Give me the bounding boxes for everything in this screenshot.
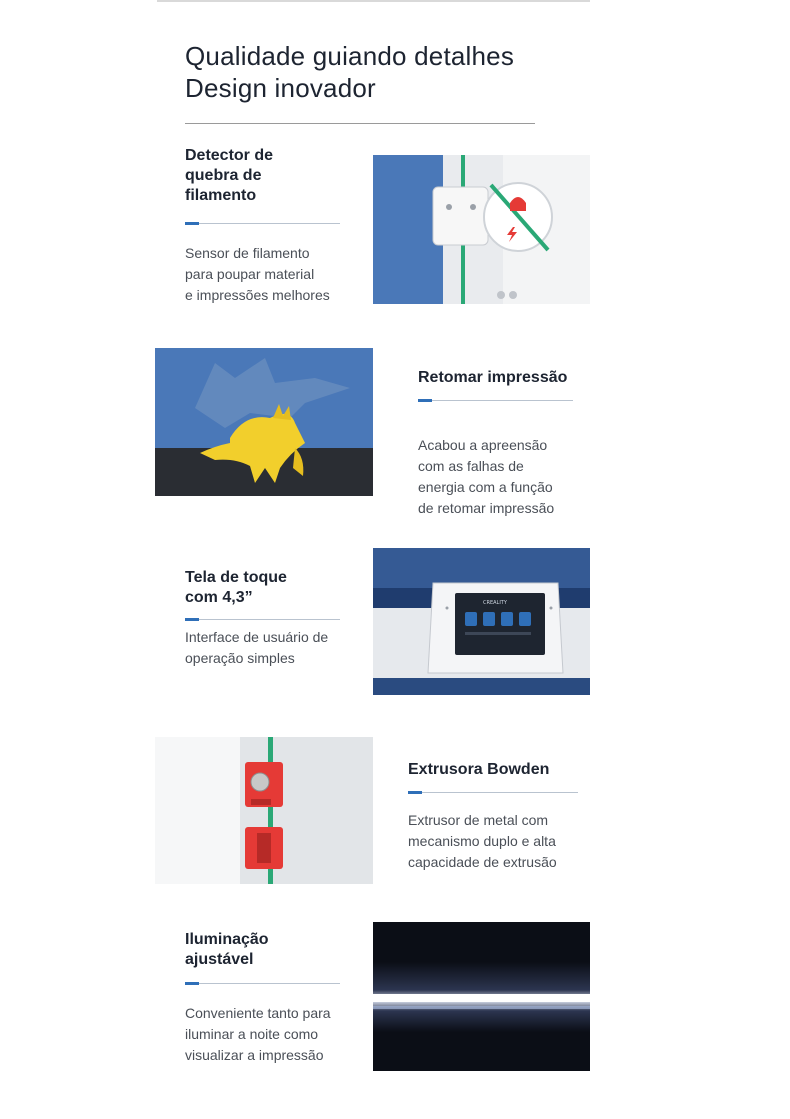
- feature-accent-bar: [185, 618, 199, 621]
- feature-desc-resume-print: [418, 435, 554, 519]
- title-line: filamento: [185, 187, 257, 204]
- yellow-dragon-print-photo: [155, 348, 373, 496]
- page-headline: [185, 40, 514, 104]
- desc-line: capacidade de extrusão: [408, 854, 557, 870]
- touchscreen-photo: [373, 548, 590, 695]
- filament-sensor-illustration: [373, 155, 590, 304]
- feature-accent-bar: [408, 791, 422, 794]
- feature-divider: [185, 223, 340, 224]
- feature-accent-bar: [185, 982, 199, 985]
- title-line: com 4,3”: [185, 589, 253, 606]
- headline-line-1: Qualidade guiando detalhes: [185, 41, 515, 71]
- top-divider: [157, 0, 590, 2]
- desc-line: Conveniente tanto para: [185, 1005, 331, 1021]
- bowden-extruder-photo: [155, 737, 373, 884]
- desc-line: operação simples: [185, 650, 295, 666]
- feature-divider: [408, 792, 578, 793]
- headline-line-2: Design inovador: [185, 73, 376, 103]
- desc-line: Acabou a apreensão: [418, 437, 548, 453]
- feature-title-resume-print: [418, 368, 567, 388]
- feature-desc-bowden-extruder: [408, 810, 557, 873]
- feature-accent-bar: [185, 222, 199, 225]
- title-line: quebra de: [185, 167, 262, 184]
- headline-divider: [185, 123, 535, 124]
- feature-divider: [185, 619, 340, 620]
- title-line: Iluminação: [185, 931, 269, 948]
- desc-line: para poupar material: [185, 266, 315, 282]
- led-light-bar-photo: [373, 922, 590, 1071]
- desc-line: Interface de usuário de: [185, 629, 329, 645]
- extruder-illustration: [155, 737, 373, 884]
- title-line: Detector de: [185, 147, 274, 164]
- led-light-illustration: [373, 922, 590, 1071]
- feature-title-touch-screen: [185, 568, 287, 608]
- feature-divider: [185, 983, 340, 984]
- feature-title-bowden-extruder: [408, 760, 549, 780]
- title-line: Extrusora Bowden: [408, 761, 550, 778]
- desc-line: Extrusor de metal com: [408, 812, 549, 828]
- screen-brand-text: CREALITY: [483, 600, 507, 606]
- title-line: Tela de toque: [185, 569, 287, 586]
- feature-desc-filament-detector: [185, 243, 330, 306]
- desc-line: com as falhas de: [418, 458, 524, 474]
- feature-title-lighting: [185, 930, 269, 970]
- desc-line: mecanismo duplo e alta: [408, 833, 556, 849]
- title-line: Retomar impressão: [418, 369, 568, 386]
- desc-line: e impressões melhores: [185, 287, 330, 303]
- feature-desc-touch-screen: [185, 627, 328, 669]
- dragon-print-illustration: [155, 348, 373, 496]
- feature-desc-lighting: [185, 1003, 331, 1066]
- desc-line: energia com a função: [418, 479, 553, 495]
- touchscreen-illustration: [373, 548, 590, 695]
- desc-line: Sensor de filamento: [185, 245, 310, 261]
- feature-accent-bar: [418, 399, 432, 402]
- feature-title-filament-detector: [185, 146, 273, 206]
- title-line: ajustável: [185, 951, 254, 968]
- desc-line: de retomar impressão: [418, 500, 555, 516]
- desc-line: iluminar a noite como: [185, 1026, 319, 1042]
- desc-line: visualizar a impressão: [185, 1047, 324, 1063]
- feature-divider: [418, 400, 573, 401]
- filament-sensor-photo: [373, 155, 590, 304]
